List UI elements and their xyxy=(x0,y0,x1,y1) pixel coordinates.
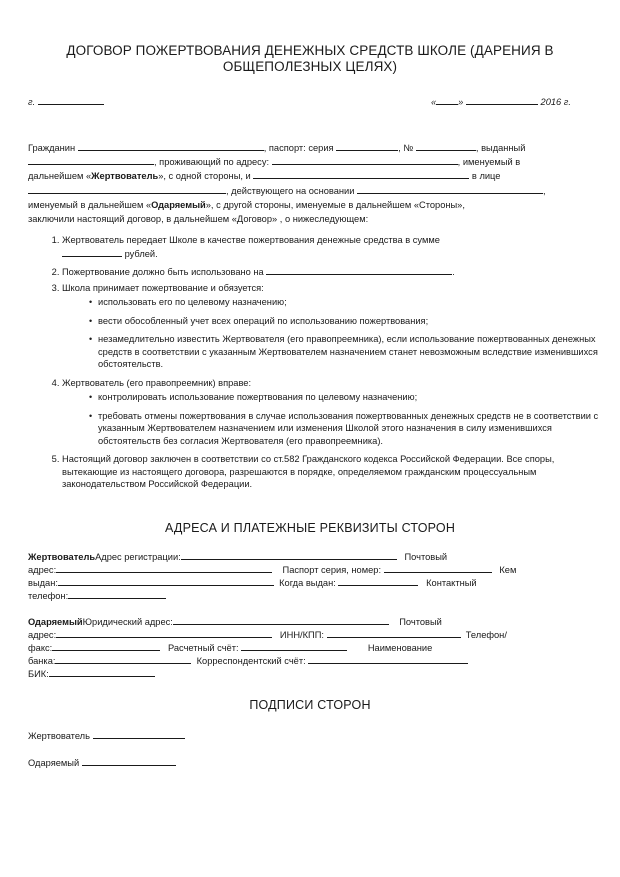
postal-address-blank xyxy=(56,563,272,573)
account-blank xyxy=(241,641,347,651)
text: , действующего на основании xyxy=(226,185,355,196)
clause-2 xyxy=(62,265,602,279)
citizen-name-blank xyxy=(78,141,264,151)
text: адрес: xyxy=(28,565,57,575)
city-line xyxy=(28,95,104,108)
text: , выданный xyxy=(475,143,526,153)
text: Телефон/ xyxy=(465,630,507,640)
signatures-heading: ПОДПИСИ СТОРОН xyxy=(249,698,371,712)
text: , № xyxy=(398,143,414,153)
text: именуемый в дальнейшем « xyxy=(28,199,152,210)
passport-number-blank xyxy=(416,141,476,151)
passport-blank xyxy=(384,563,492,573)
requisites-heading: АДРЕСА И ПЛАТЕЖНЫЕ РЕКВИЗИТЫ СТОРОН xyxy=(164,521,456,535)
text: факс: xyxy=(28,643,53,653)
text: Почтовый xyxy=(404,552,448,562)
corr-account-blank xyxy=(308,654,468,664)
passport-series-blank xyxy=(336,141,398,151)
issue-date-blank xyxy=(338,576,418,586)
issued-blank xyxy=(58,576,274,586)
fax-blank xyxy=(52,641,160,651)
list-item: • контролировать использование пожертвования по целевому назначению; xyxy=(98,391,602,404)
rec-postal-address-blank xyxy=(56,628,272,638)
text: выдан: xyxy=(28,578,58,588)
amount-blank xyxy=(62,247,122,257)
phone-blank xyxy=(68,589,166,599)
address-blank xyxy=(272,155,458,165)
preamble xyxy=(28,141,594,226)
text: в лице xyxy=(471,171,501,182)
text: Паспорт серия, номер: xyxy=(282,565,382,575)
date-close-quote: » xyxy=(458,97,464,107)
issued-by-blank xyxy=(28,155,154,165)
preamble-line-6: заключили настоящий договор, в дальнейшем «Договор» , о нижеследующем: xyxy=(28,214,369,225)
preamble-line-1 xyxy=(28,141,594,155)
text: , паспорт: серия xyxy=(263,143,334,153)
donor-line-1 xyxy=(28,550,447,563)
bank-blank xyxy=(55,654,191,664)
school-obligations-list xyxy=(62,296,602,371)
day-blank xyxy=(436,95,458,105)
text: рублей. xyxy=(124,248,158,259)
recipient-line-5 xyxy=(28,667,155,680)
text: . xyxy=(452,267,455,277)
clauses-list xyxy=(28,234,602,496)
recipient-label: Одаряемый xyxy=(28,617,83,627)
donor-label: Жертвователь xyxy=(28,552,96,562)
basis-blank xyxy=(357,184,543,194)
list-item: • незамедлительно известить Жертвователя (его правопреемника), если использование пожертвованных денежных средств в соответствии с указанным Жертвователем назначением станет невозможным вследствие изменившихся обстоятельств. xyxy=(98,333,602,371)
clause-3 xyxy=(62,282,602,371)
recipient-line-1 xyxy=(28,615,442,628)
donor-signature-label: Жертвователь xyxy=(28,731,90,741)
donor-rights-list xyxy=(62,391,602,447)
text: Гражданин xyxy=(28,143,76,153)
text: Пожертвование должно быть использовано на xyxy=(62,267,264,277)
donor-signature-blank xyxy=(93,729,185,739)
text: , именуемый в xyxy=(457,157,521,168)
recipient-signature-label: Одаряемый xyxy=(28,758,80,768)
list-item: • вести обособленный учет всех операций по использованию пожертвования; xyxy=(98,315,602,328)
preamble-line-2 xyxy=(28,155,594,169)
donor-signature-line xyxy=(28,729,185,742)
purpose-blank xyxy=(266,265,452,275)
text: Адрес регистрации: xyxy=(95,552,181,562)
inn-kpp-blank xyxy=(327,628,461,638)
preamble-line-3 xyxy=(28,169,594,183)
text: Жертвователь передает Школе в качестве пожертвования денежные средства в сумме xyxy=(62,235,440,245)
representative-blank xyxy=(28,184,226,194)
text: Почтовый xyxy=(399,617,442,627)
city-prefix: г. xyxy=(28,97,36,107)
list-item: • использовать его по целевому назначению; xyxy=(98,296,602,309)
text: адрес: xyxy=(28,630,57,640)
text: Когда выдан: xyxy=(279,578,336,588)
month-blank xyxy=(466,95,538,105)
date-line xyxy=(431,95,571,108)
text: дальнейшем « xyxy=(28,171,92,182)
text: Контактный xyxy=(426,578,477,588)
bik-blank xyxy=(49,667,155,677)
donor-line-3 xyxy=(28,576,477,589)
city-blank xyxy=(38,95,104,105)
year-suffix: 2016 г. xyxy=(540,97,571,107)
text: Жертвователь (его правопреемник) вправе: xyxy=(62,377,252,388)
date-open-quote: « xyxy=(431,97,437,107)
donor-line-4 xyxy=(28,589,166,602)
recipient-line-2 xyxy=(28,628,507,641)
recipient-signature-blank xyxy=(82,756,176,766)
reg-address-blank xyxy=(181,550,397,560)
recipient-signature-line xyxy=(28,756,176,769)
text: банка: xyxy=(28,656,56,666)
organization-blank xyxy=(253,169,469,179)
text: Кем xyxy=(499,565,517,575)
recipient-term: Одаряемый xyxy=(151,199,206,210)
preamble-line-4 xyxy=(28,184,594,198)
donor-line-2 xyxy=(28,563,516,576)
text: БИК: xyxy=(28,669,49,679)
text: Корреспондентский счёт: xyxy=(196,656,306,666)
text: Юридический адрес: xyxy=(82,617,173,627)
text: », с другой стороны, именуемые в дальнейшем «Стороны», xyxy=(205,199,465,210)
clause-1 xyxy=(62,234,602,260)
text: Школа принимает пожертвование и обязуется: xyxy=(62,282,264,293)
text: , xyxy=(543,185,546,196)
legal-address-blank xyxy=(173,615,389,625)
list-item: • требовать отмены пожертвования в случае использования пожертвованных денежных средств не в соответствии с указанным Жертвователем назначением или изменения Школой этого назначения в силу изменившихся обстоятельств без согласия Жертвователя (его правопреемника). xyxy=(98,410,602,448)
preamble-line-5 xyxy=(28,198,594,212)
recipient-line-4 xyxy=(28,654,468,667)
text: Расчетный счёт: xyxy=(167,643,239,653)
clause-5: 5. Настоящий договор заключен в соответствии со ст.582 Гражданского кодекса Российской Федерации. Все споры, вытекающие из настоящего договора, разрешаются в порядке, определяемом гражданским процессуальным законодательством Российской Федерации. xyxy=(62,453,602,491)
text: телефон: xyxy=(28,591,69,601)
document-title: ДОГОВОР ПОЖЕРТВОВАНИЯ ДЕНЕЖНЫХ СРЕДСТВ ШКОЛЕ (ДАРЕНИЯ В ОБЩЕПОЛЕЗНЫХ ЦЕЛЯХ) xyxy=(66,43,554,74)
clause-4 xyxy=(62,377,602,448)
text: ИНН/КПП: xyxy=(279,630,324,640)
donor-term: Жертвователь xyxy=(91,171,159,182)
text: », с одной стороны, и xyxy=(158,171,251,182)
text: , проживающий по адресу: xyxy=(154,157,270,168)
text: Наименование xyxy=(367,643,433,653)
recipient-line-3 xyxy=(28,641,432,654)
